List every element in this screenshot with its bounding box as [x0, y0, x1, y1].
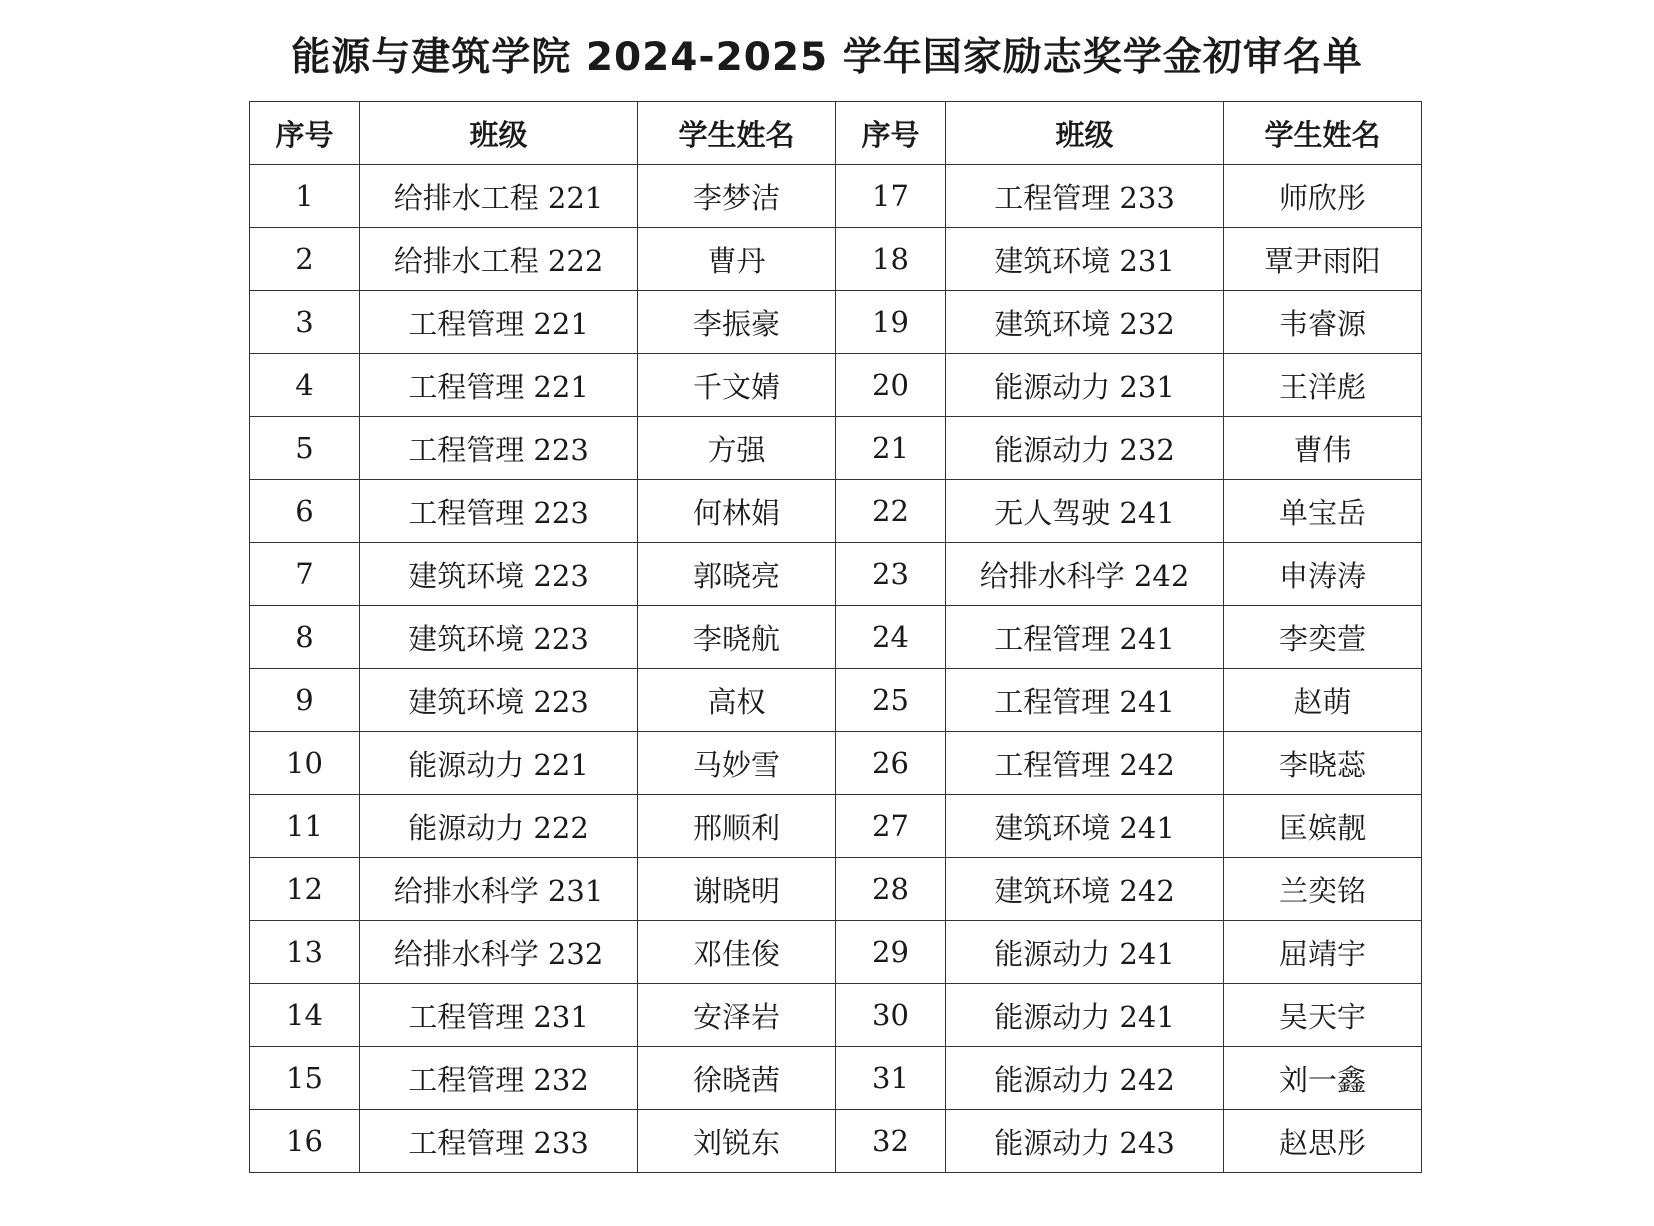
cell-class-right: 能源动力 241: [946, 921, 1224, 984]
cell-class-right: 建筑环境 231: [946, 228, 1224, 291]
cell-class-right: 工程管理 241: [946, 606, 1224, 669]
cell-class: 工程管理 223: [360, 417, 638, 480]
cell-index: 1: [250, 165, 360, 228]
cell-class: 工程管理 221: [360, 291, 638, 354]
cell-index-right: 30: [836, 984, 946, 1047]
cell-student-name-right: 兰奕铭: [1224, 858, 1422, 921]
cell-student-name-right: 吴天宇: [1224, 984, 1422, 1047]
cell-student-name-right: 赵思彤: [1224, 1110, 1422, 1173]
table-body: [250, 165, 1422, 1173]
cell-student-name-right: 王洋彪: [1224, 354, 1422, 417]
table-row: [250, 984, 1422, 1047]
cell-class-right: 无人驾驶 241: [946, 480, 1224, 543]
cell-student-name: 千文婧: [638, 354, 836, 417]
cell-student-name: 高权: [638, 669, 836, 732]
cell-index: 15: [250, 1047, 360, 1110]
cell-class: 给排水科学 231: [360, 858, 638, 921]
scholarship-list-table: [249, 101, 1422, 1173]
cell-class: 工程管理 223: [360, 480, 638, 543]
table-row: [250, 606, 1422, 669]
cell-student-name: 曹丹: [638, 228, 836, 291]
cell-student-name-right: 师欣彤: [1224, 165, 1422, 228]
header-index-right: 序号: [836, 102, 946, 165]
cell-student-name-right: 单宝岳: [1224, 480, 1422, 543]
cell-student-name-right: 屈靖宇: [1224, 921, 1422, 984]
table-row: [250, 1110, 1422, 1173]
cell-index-right: 26: [836, 732, 946, 795]
cell-index-right: 18: [836, 228, 946, 291]
header-row: [250, 102, 1422, 165]
cell-class: 工程管理 232: [360, 1047, 638, 1110]
cell-class-right: 能源动力 242: [946, 1047, 1224, 1110]
cell-class-right: 能源动力 243: [946, 1110, 1224, 1173]
cell-student-name: 马妙雪: [638, 732, 836, 795]
cell-index-right: 28: [836, 858, 946, 921]
cell-index-right: 32: [836, 1110, 946, 1173]
cell-class: 建筑环境 223: [360, 606, 638, 669]
cell-class: 给排水工程 222: [360, 228, 638, 291]
cell-student-name: 邓佳俊: [638, 921, 836, 984]
cell-index: 10: [250, 732, 360, 795]
header-index: 序号: [250, 102, 360, 165]
cell-index: 12: [250, 858, 360, 921]
table-row: [250, 165, 1422, 228]
cell-student-name: 谢晓明: [638, 858, 836, 921]
cell-index: 3: [250, 291, 360, 354]
table-row: [250, 417, 1422, 480]
cell-class: 建筑环境 223: [360, 543, 638, 606]
cell-student-name-right: 覃尹雨阳: [1224, 228, 1422, 291]
cell-student-name: 邢顺利: [638, 795, 836, 858]
cell-student-name-right: 李晓蕊: [1224, 732, 1422, 795]
cell-index: 11: [250, 795, 360, 858]
cell-student-name: 李振豪: [638, 291, 836, 354]
cell-index: 7: [250, 543, 360, 606]
cell-student-name-right: 曹伟: [1224, 417, 1422, 480]
cell-class-right: 能源动力 241: [946, 984, 1224, 1047]
cell-class: 建筑环境 223: [360, 669, 638, 732]
table-row: [250, 921, 1422, 984]
cell-class: 给排水工程 221: [360, 165, 638, 228]
cell-index-right: 23: [836, 543, 946, 606]
cell-student-name-right: 韦睿源: [1224, 291, 1422, 354]
header-class-right: 班级: [946, 102, 1224, 165]
cell-index-right: 22: [836, 480, 946, 543]
cell-student-name: 何林娟: [638, 480, 836, 543]
cell-student-name-right: 匡嫔靓: [1224, 795, 1422, 858]
table-row: [250, 1047, 1422, 1110]
cell-class-right: 能源动力 232: [946, 417, 1224, 480]
cell-student-name-right: 赵萌: [1224, 669, 1422, 732]
cell-index-right: 29: [836, 921, 946, 984]
cell-student-name: 方强: [638, 417, 836, 480]
cell-class-right: 建筑环境 232: [946, 291, 1224, 354]
cell-class: 给排水科学 232: [360, 921, 638, 984]
cell-index: 8: [250, 606, 360, 669]
cell-student-name-right: 刘一鑫: [1224, 1047, 1422, 1110]
table-row: [250, 354, 1422, 417]
cell-class-right: 给排水科学 242: [946, 543, 1224, 606]
cell-class-right: 工程管理 233: [946, 165, 1224, 228]
table-header: [250, 102, 1422, 165]
cell-student-name: 李晓航: [638, 606, 836, 669]
cell-index-right: 27: [836, 795, 946, 858]
cell-student-name: 徐晓茜: [638, 1047, 836, 1110]
cell-index-right: 25: [836, 669, 946, 732]
table-row: [250, 543, 1422, 606]
cell-student-name: 刘锐东: [638, 1110, 836, 1173]
table-row: [250, 291, 1422, 354]
table-row: [250, 228, 1422, 291]
header-student-name-right: 学生姓名: [1224, 102, 1422, 165]
cell-class-right: 工程管理 242: [946, 732, 1224, 795]
cell-class-right: 工程管理 241: [946, 669, 1224, 732]
cell-student-name: 郭晓亮: [638, 543, 836, 606]
cell-student-name: 李梦洁: [638, 165, 836, 228]
page-title: 能源与建筑学院 2024-2025 学年国家励志奖学金初审名单: [291, 35, 1363, 80]
cell-index: 2: [250, 228, 360, 291]
cell-class: 能源动力 221: [360, 732, 638, 795]
cell-index: 9: [250, 669, 360, 732]
header-student-name: 学生姓名: [638, 102, 836, 165]
cell-index: 14: [250, 984, 360, 1047]
cell-class: 工程管理 233: [360, 1110, 638, 1173]
cell-class-right: 能源动力 231: [946, 354, 1224, 417]
cell-student-name: 安泽岩: [638, 984, 836, 1047]
table-row: [250, 858, 1422, 921]
cell-index: 13: [250, 921, 360, 984]
cell-index: 4: [250, 354, 360, 417]
cell-class-right: 建筑环境 241: [946, 795, 1224, 858]
table-row: [250, 480, 1422, 543]
cell-index: 5: [250, 417, 360, 480]
cell-index: 16: [250, 1110, 360, 1173]
cell-student-name-right: 李奕萱: [1224, 606, 1422, 669]
cell-index-right: 17: [836, 165, 946, 228]
cell-class: 能源动力 222: [360, 795, 638, 858]
table-row: [250, 795, 1422, 858]
table-row: [250, 732, 1422, 795]
cell-index-right: 20: [836, 354, 946, 417]
cell-index-right: 19: [836, 291, 946, 354]
cell-student-name-right: 申涛涛: [1224, 543, 1422, 606]
cell-index-right: 21: [836, 417, 946, 480]
header-class: 班级: [360, 102, 638, 165]
cell-class-right: 建筑环境 242: [946, 858, 1224, 921]
cell-class: 工程管理 231: [360, 984, 638, 1047]
cell-class: 工程管理 221: [360, 354, 638, 417]
cell-index-right: 24: [836, 606, 946, 669]
cell-index: 6: [250, 480, 360, 543]
table-row: [250, 669, 1422, 732]
cell-index-right: 31: [836, 1047, 946, 1110]
